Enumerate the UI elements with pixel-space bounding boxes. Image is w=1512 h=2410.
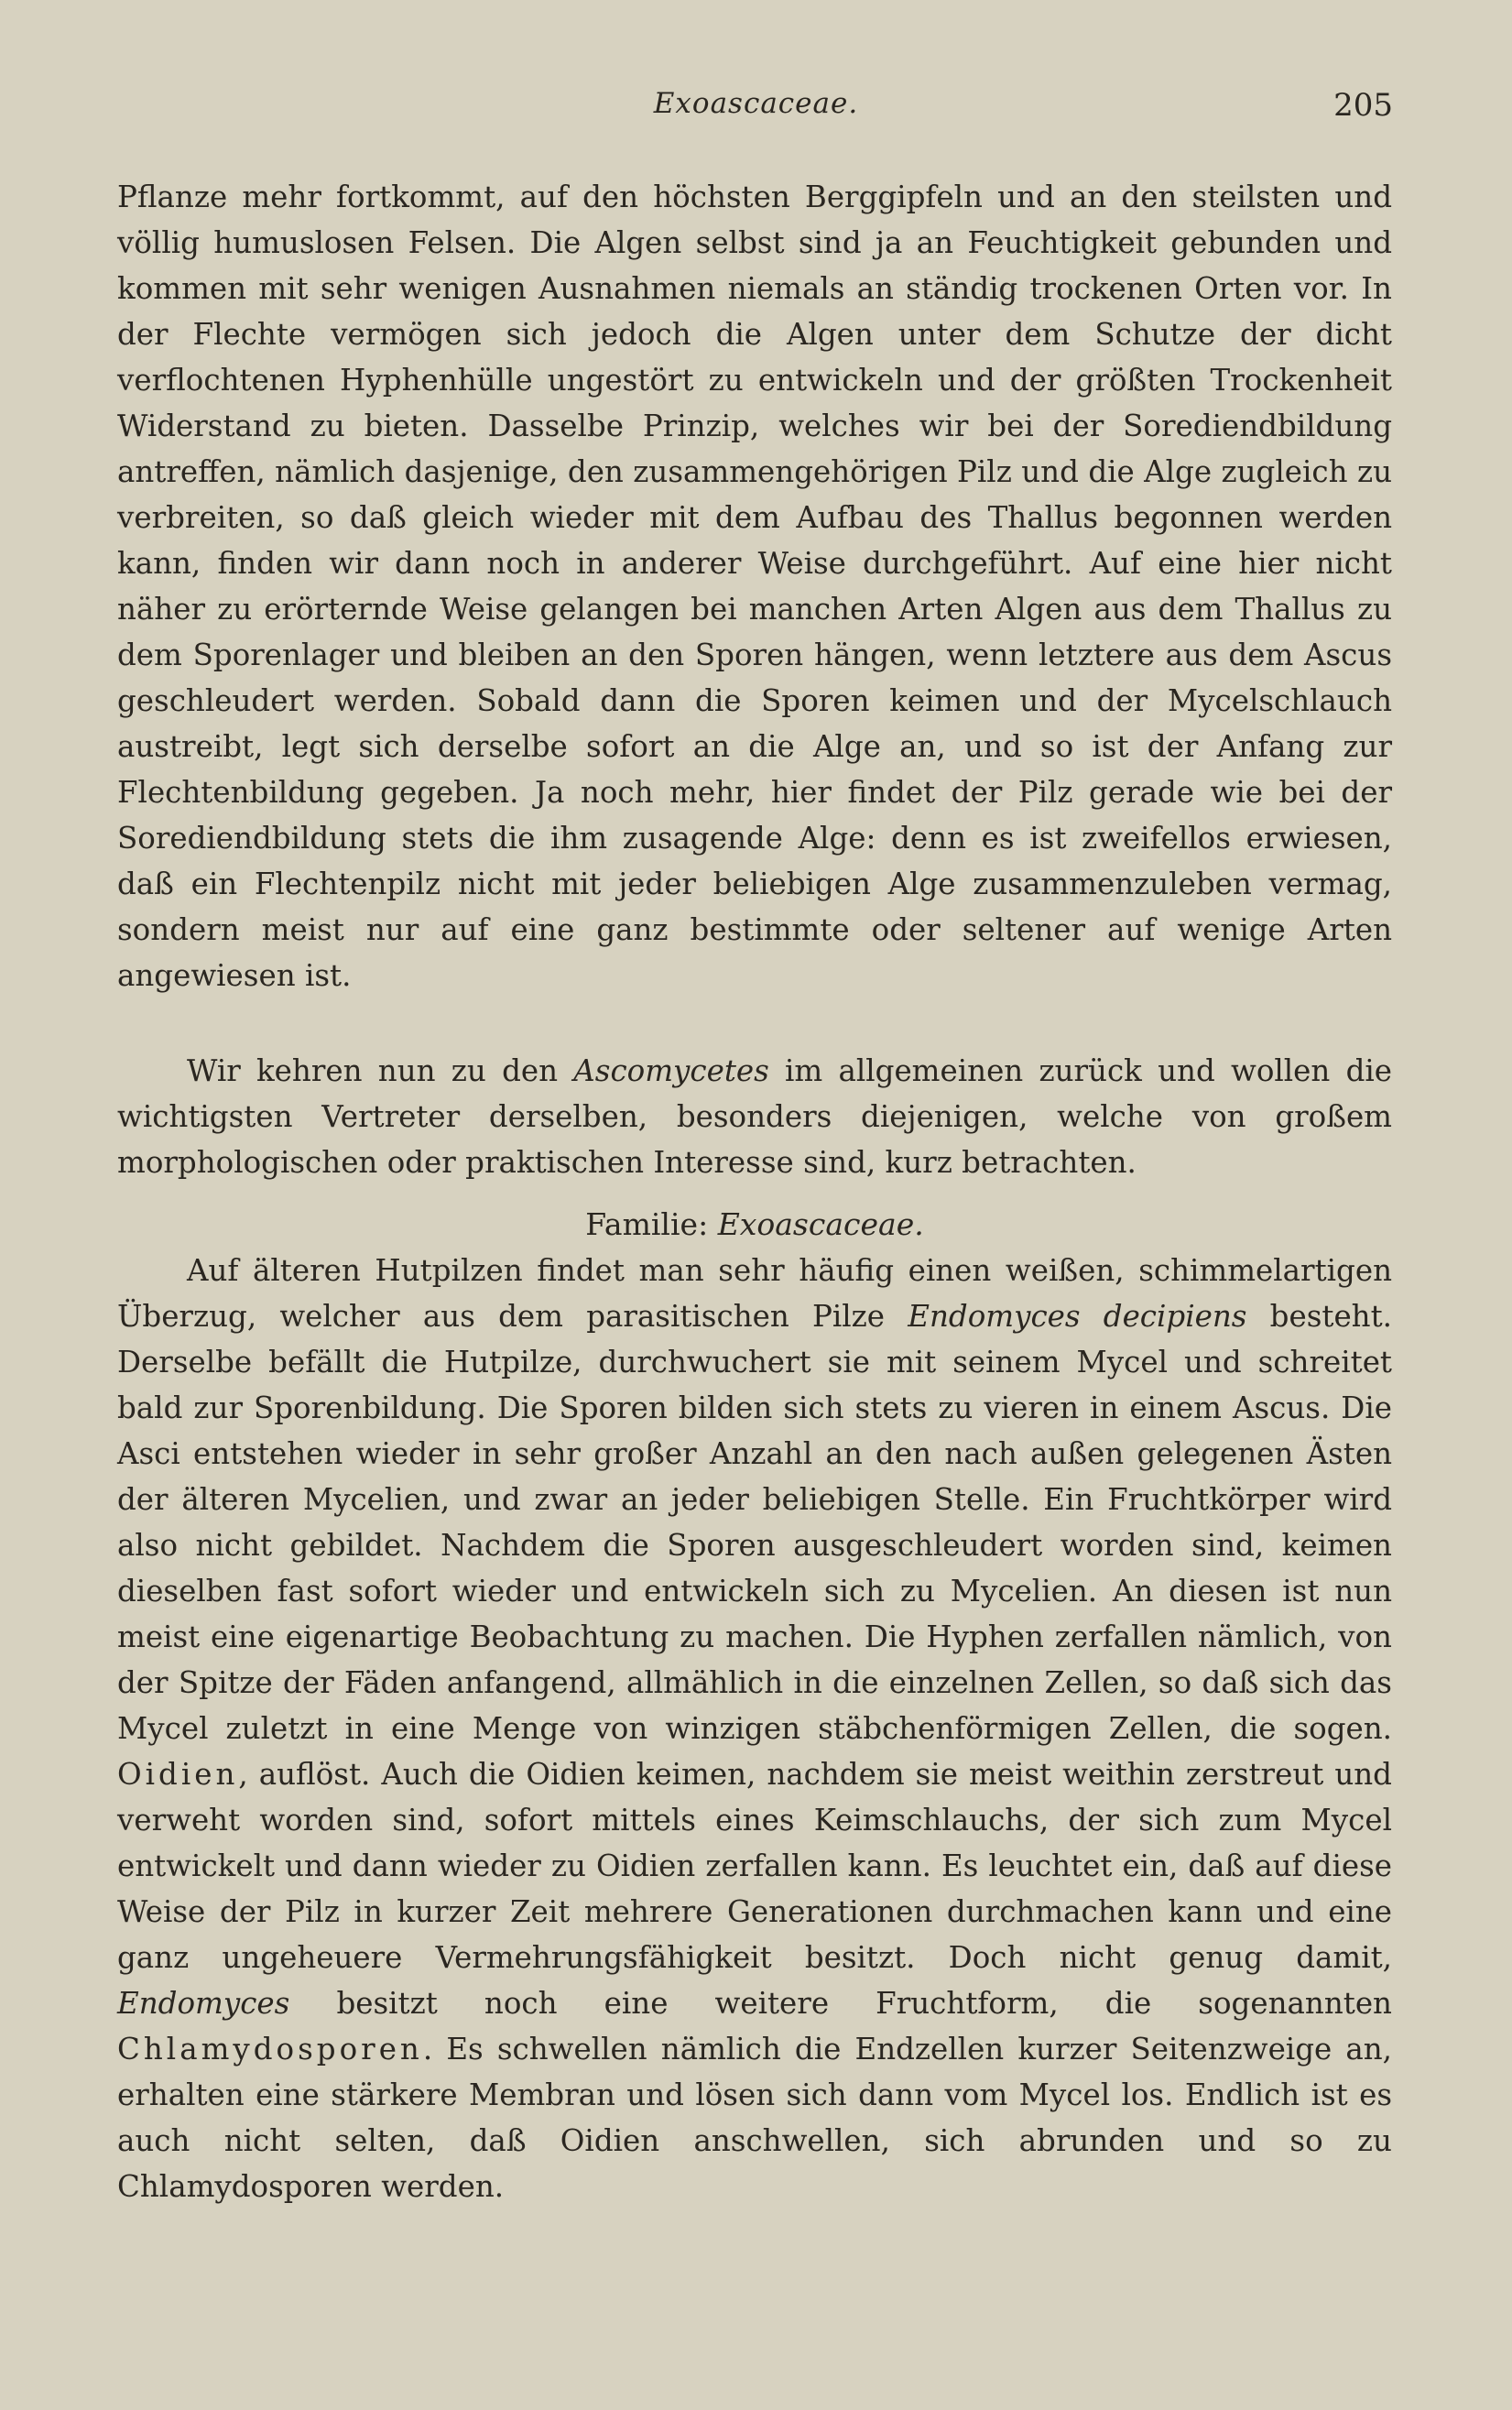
term-emphasis: Oidien [117,1757,239,1792]
paragraph-text: . Es schwellen nämlich die Endzellen kurzer Seitenzweige an, erhalten eine stärkere Membran und lösen sich dann vom Mycel los. Endlich ist es auch nicht selten, daß Oidien anschwellen, sich abrunden und so zu Chlamydosporen werden. [117,2032,1392,2204]
section-prefix: Familie: [585,1206,718,1242]
paragraph-lichen: Pflanze mehr fortkommt, auf den höchsten Berggipfeln und an den steilsten und völlig humuslosen Felsen. Die Algen selbst sind ja an Feuchtigkeit gebunden und kommen mit sehr wenigen Ausnahmen niemals an ständig trockenen Orten vor. In der Flechte vermögen sich jedoch die Algen unter dem Schutze der dicht verflochtenen Hyphenhülle ungestört zu entwickeln und der größten Trockenheit Widerstand zu bieten. Dasselbe Prinzip, welches wir bei der Sorediendbildung antreffen, nämlich dasjenige, den zusammengehörigen Pilz und die Alge zugleich zu verbreiten, so daß gleich wieder mit dem Aufbau des Thallus begonnen werden kann, finden wir dann noch in anderer Weise durchgeführt. Auf eine hier nicht näher zu erörternde Weise gelangen bei manchen Arten Algen aus dem Thallus zu dem Sporenlager und bleiben an den Sporen hängen, wenn letztere aus dem Ascus geschleudert werden. Sobald dann die Sporen keimen und der Mycelschlauch austreibt, legt sich derselbe sofort an die Alge an, und so ist der Anfang zur Flechtenbildung gegeben. Ja noch mehr, hier findet der Pilz gerade wie bei der Sorediendbildung stets die ihm zusagende Alge: denn es ist zweifellos erwiesen, daß ein Flechtenpilz nicht mit jeder beliebigen Alge zusammenzuleben vermag, sondern meist nur auf eine ganz bestimmte oder seltener auf wenige Arten angewiesen ist. [117,180,1392,993]
taxon-name: Endomyces decipiens [908,1299,1247,1334]
paragraph-ascomycetes [117,1048,1392,1185]
running-title: Exoascaceae. [653,87,859,120]
section-family-name: Exoascaceae. [717,1206,924,1242]
paragraph-text: , auflöst. Auch die Oidien keimen, nachdem sie meist weithin zerstreut und verweht worden sind, sofort mittels eines Keimschlauchs, der sich zum Mycel entwickelt und dann wieder zu Oidien zerfallen kann. Es leuchtet ein, daß auf diese Weise der Pilz in kurzer Zeit mehrere Generationen durchmachen kann und eine ganz ungeheuere Vermehrungsfähigkeit besitzt. Doch nicht genug damit, [117,1757,1392,1975]
term-emphasis: Chlamydosporen [117,2032,423,2066]
paragraph-text: Wir kehren nun zu den [187,1053,574,1088]
paragraph-text: besitzt noch eine weitere Fruchtform, die sogenannten [289,1986,1392,2021]
body-text [117,174,1392,2209]
paragraph-text: im allgemeinen zurück und wollen die wichtigsten Vertreter derselben, besonders diejenigen, welche von großem morphologischen oder praktischen Interesse sind, kurz betrachten. [117,1053,1393,1180]
taxon-name: Endomyces [117,1986,290,2021]
paragraph-text: besteht. Derselbe befällt die Hutpilze, durchwuchert sie mit seinem Mycel und schreitet bald zur Sporenbildung. Die Sporen bilden sich stets zu vieren in einem Ascus. Die Asci entstehen wieder in sehr großer Anzahl an den nach außen gelegenen Ästen der älteren Mycelien, und zwar an jeder beliebigen Stelle. Ein Fruchtkörper wird also nicht gebildet. Nachdem die Sporen ausgeschleudert worden sind, keimen dieselben fast sofort wieder und entwickeln sich zu Mycelien. An diesen ist nun meist eine eigenartige Beobachtung zu machen. Die Hyphen zerfallen nämlich, von der Spitze der Fäden anfangend, allmählich in die einzelnen Zellen, so daß sich das Mycel zuletzt in eine Menge von winzigen stäbchenförmigen Zellen, die sogen. [117,1299,1392,1746]
page-number: 205 [1333,87,1393,124]
page-header [117,87,1395,133]
taxon-name: Ascomycetes [573,1053,769,1088]
paragraph-text: Auf älteren Hutpilzen findet man sehr häufig einen weißen, schimmelartigen Überzug, welcher aus dem parasitischen Pilze [117,1253,1392,1334]
paragraph-endomyces [117,1248,1392,2209]
section-heading [117,1202,1392,1248]
